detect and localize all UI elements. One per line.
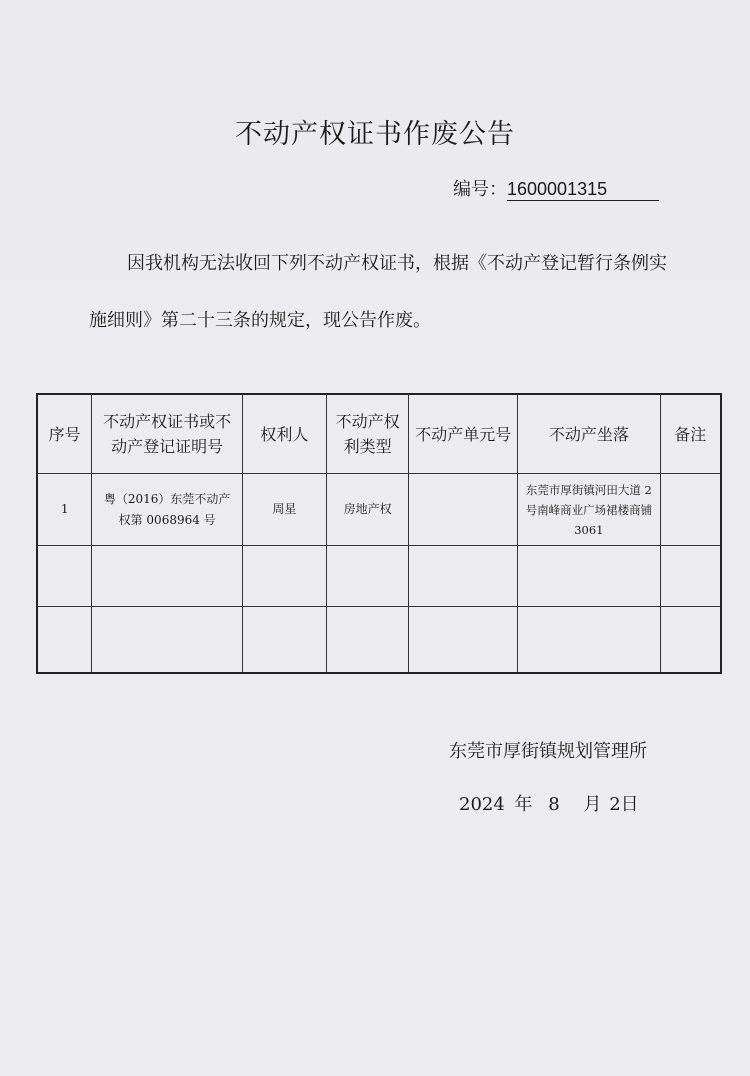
header-holder: 权利人 [242, 394, 326, 474]
cell-location [518, 474, 661, 546]
date-year: 2024 [459, 794, 505, 815]
issuing-organization: 东莞市厚街镇规划管理所 [449, 741, 647, 762]
issue-date [459, 790, 639, 816]
date-year-unit: 年 [514, 794, 533, 815]
header-unit-number: 不动产单元号 [409, 394, 518, 474]
table-row-empty [37, 607, 721, 673]
table-row [37, 474, 721, 546]
cell-holder: 周星 [242, 474, 326, 546]
table-row-empty [37, 546, 721, 607]
date-month: 8 [548, 794, 560, 815]
cell-seq: 1 [37, 474, 92, 546]
date-day: 2 [609, 794, 621, 815]
page-title: 不动产权证书作废公告 [235, 119, 515, 150]
cell-remark [660, 474, 721, 546]
cell-location-line-3: 3061 [574, 522, 604, 537]
date-day-unit: 日 [620, 794, 639, 815]
header-cert-line-2: 动产登记证明号 [111, 437, 224, 456]
cell-right-type: 房地产权 [326, 474, 409, 546]
header-cert-line-1: 不动产权证书或不 [103, 412, 232, 431]
notice-paragraph-line-2: 施细则》第二十三条的规定，现公告作废。 [89, 310, 431, 331]
header-remark: 备注 [660, 394, 721, 474]
header-type-line-1: 不动产权 [335, 412, 400, 431]
document-number [453, 175, 659, 201]
header-location: 不动产坐落 [518, 394, 661, 474]
number-label: 编号： [453, 179, 507, 200]
number-value: 1600001315 [507, 179, 659, 201]
notice-paragraph-line-1: 因我机构无法收回下列不动产权证书，根据《不动产登记暂行条例实 [127, 253, 667, 274]
header-certificate-number [92, 394, 243, 474]
header-seq: 序号 [37, 394, 92, 474]
date-month-unit: 月 [583, 794, 602, 815]
cell-location-line-1: 东莞市厚街镇河田大道 2 [525, 482, 652, 497]
cell-certificate-number [92, 474, 243, 546]
void-certificate-table [36, 393, 722, 674]
header-right-type [326, 394, 409, 474]
cell-cert-line-1: 粤（2016）东莞不动产 [103, 491, 231, 506]
cell-location-line-2: 号南峰商业广场裙楼商铺 [525, 502, 653, 517]
cell-unit-number [409, 474, 518, 546]
cell-cert-line-2: 权第 0068964 号 [118, 512, 216, 527]
table-header-row [37, 394, 721, 474]
header-type-line-2: 利类型 [343, 437, 392, 456]
